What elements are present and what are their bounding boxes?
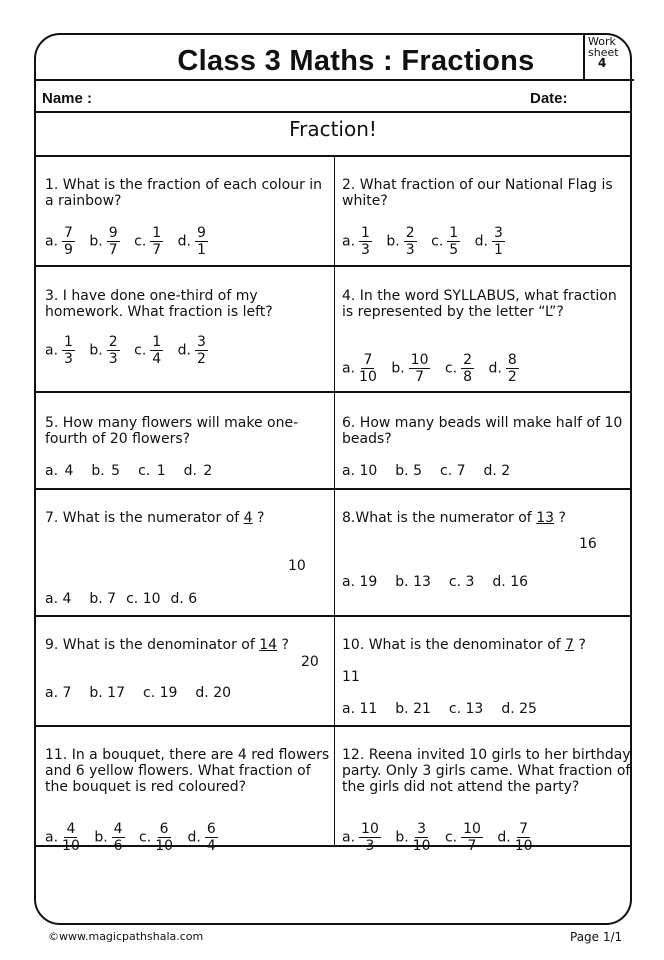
option-label: a. xyxy=(342,829,356,846)
option: c. 10 xyxy=(126,591,161,607)
option: b. 5 xyxy=(395,463,422,479)
question-11 xyxy=(45,747,335,854)
option: c. 1 xyxy=(138,463,166,479)
option-label: d. xyxy=(177,342,191,359)
options xyxy=(342,574,538,590)
question-text: 1. What is the fraction of each colour in a rainbow? xyxy=(45,177,323,209)
fraction: $\frac{1}{5}$ xyxy=(449,225,459,258)
option: b. 5 xyxy=(91,463,121,479)
option-label: d. xyxy=(497,829,511,846)
option: a. 4 xyxy=(45,591,72,607)
option: a. 11 xyxy=(342,701,378,717)
option-label: c. xyxy=(134,342,147,359)
worksheet xyxy=(34,33,632,925)
question-6 xyxy=(342,415,632,485)
denominator: 11 xyxy=(342,669,360,685)
fraction: $\frac{2}{8}$ xyxy=(463,352,473,385)
option: c. 7 xyxy=(440,463,466,479)
option-label: d. xyxy=(177,233,191,250)
fraction: $\frac{4}{10}$ xyxy=(62,821,80,854)
question-text: 2. What fraction of our National Flag is white? xyxy=(342,177,613,209)
fraction: $\frac{9}{7}$ xyxy=(108,225,118,258)
option-label: c. xyxy=(139,829,152,846)
fraction: $\frac{10}{7}$ xyxy=(410,352,429,385)
question-1 xyxy=(45,177,335,267)
option-label: b. xyxy=(89,233,103,250)
option: b. 13 xyxy=(395,574,431,590)
footer-site: ©www.magicpathshala.com xyxy=(48,930,204,943)
option-label: b. xyxy=(386,233,400,250)
divider xyxy=(36,488,630,490)
date-field-label: Date: xyxy=(530,90,568,107)
option-label: c. xyxy=(444,360,458,377)
options xyxy=(45,685,241,701)
divider xyxy=(36,155,630,157)
option-label: a. xyxy=(45,829,59,846)
option: a. 4 xyxy=(45,463,74,479)
page-title: Class 3 Maths : Fractions xyxy=(177,45,535,77)
option-label: d. xyxy=(474,233,488,250)
option: d. 16 xyxy=(492,574,529,590)
fraction: $\frac{2}{3}$ xyxy=(405,225,415,258)
fraction: $\frac{1}{3}$ xyxy=(361,225,370,258)
question-5 xyxy=(45,415,335,485)
question-7 xyxy=(45,510,335,610)
options xyxy=(45,821,228,854)
option-label: a. xyxy=(45,342,59,359)
option-label: b. xyxy=(395,829,409,846)
divider xyxy=(36,615,630,617)
option-label: d. xyxy=(488,360,502,377)
denominator: 20 xyxy=(301,654,319,670)
options xyxy=(342,225,515,258)
question-text: 10. What is the denominator of 7 ? xyxy=(342,637,586,653)
fraction: $\frac{1}{3}$ xyxy=(64,334,73,367)
question-8 xyxy=(342,510,632,610)
option: a. 7 xyxy=(45,685,72,701)
option-label: b. xyxy=(94,829,108,846)
fraction: $\frac{6}{4}$ xyxy=(206,821,216,854)
question-2 xyxy=(342,177,632,267)
fraction: $\frac{1}{7}$ xyxy=(152,225,162,258)
footer-page: Page 1/1 xyxy=(570,930,623,944)
option: b. 7 xyxy=(89,591,117,607)
options xyxy=(45,463,222,479)
option: d. 2 xyxy=(183,463,213,479)
option: a. 10 xyxy=(342,463,378,479)
options xyxy=(342,352,529,385)
option-label: b. xyxy=(89,342,103,359)
denominator: 16 xyxy=(579,536,597,552)
fraction: $\frac{10}{3}$ xyxy=(361,821,379,854)
option: d. 25 xyxy=(501,701,537,717)
option-label: c. xyxy=(444,829,458,846)
question-text: 9. What is the denominator of 14 ? xyxy=(45,637,289,653)
option-label: b. xyxy=(391,360,405,377)
option: c. 19 xyxy=(143,685,178,701)
question-4 xyxy=(342,288,632,388)
fraction: $\frac{1}{4}$ xyxy=(152,334,162,367)
fraction: $\frac{4}{6}$ xyxy=(113,821,123,854)
question-text: 8.What is the numerator of 13 ? xyxy=(342,510,566,526)
fraction: $\frac{2}{3}$ xyxy=(108,334,118,367)
options xyxy=(342,701,547,717)
question-9 xyxy=(45,637,335,723)
question-12 xyxy=(342,747,632,854)
options xyxy=(45,591,207,607)
option-label: a. xyxy=(342,233,356,250)
divider xyxy=(36,111,630,113)
option: b. 17 xyxy=(89,685,125,701)
fraction: $\frac{3}{2}$ xyxy=(197,334,206,367)
question-text: 3. I have done one-third of my homework. What fraction is left? xyxy=(45,288,273,320)
option-label: d. xyxy=(187,829,201,846)
option: a. 19 xyxy=(342,574,378,590)
option-label: c. xyxy=(134,233,147,250)
option: d. 20 xyxy=(195,685,232,701)
fraction: $\frac{6}{10}$ xyxy=(155,821,174,854)
question-text: 11. In a bouquet, there are 4 red flowers and 6 yellow flowers. What fraction of the bouquet is red coloured? xyxy=(45,747,330,795)
fraction: $\frac{3}{1}$ xyxy=(494,225,503,258)
section-title: Fraction! xyxy=(289,117,377,141)
option: d. 6 xyxy=(170,591,198,607)
worksheet-number-box xyxy=(583,33,634,81)
option: c. 3 xyxy=(448,574,475,590)
question-text: 5. How many flowers will make one-fourth of 20 flowers? xyxy=(45,415,299,447)
option-label: a. xyxy=(45,233,59,250)
fraction: $\frac{7}{9}$ xyxy=(64,225,73,258)
question-text: 12. Reena invited 10 girls to her birthday party. Only 3 girls came. What fraction of the girls did not attend the party? xyxy=(342,747,631,795)
divider xyxy=(36,79,630,81)
fraction: $\frac{9}{1}$ xyxy=(197,225,206,258)
question-3 xyxy=(45,288,335,388)
option: c. 13 xyxy=(448,701,484,717)
option-label: c. xyxy=(431,233,444,250)
options xyxy=(45,225,218,258)
options xyxy=(45,334,218,367)
worksheet-number: 4 xyxy=(598,56,607,70)
question-text: 4. In the word SYLLABUS, what fraction is represented by the letter “L”? xyxy=(342,288,617,320)
worksheet-label: Work sheet xyxy=(588,35,619,59)
option-label: a. xyxy=(342,360,356,377)
divider xyxy=(36,725,630,727)
fraction: $\frac{7}{10}$ xyxy=(514,821,533,854)
divider xyxy=(36,391,630,393)
question-text: 7. What is the numerator of 4 ? xyxy=(45,510,265,526)
name-field-label: Name : xyxy=(42,90,93,107)
option: d. 2 xyxy=(483,463,511,479)
fraction: $\frac{7}{10}$ xyxy=(359,352,377,385)
question-10 xyxy=(342,637,632,723)
fraction: $\frac{10}{7}$ xyxy=(463,821,481,854)
fraction: $\frac{8}{2}$ xyxy=(507,352,517,385)
denominator: 10 xyxy=(288,558,306,574)
options xyxy=(342,821,543,854)
fraction: $\frac{3}{10}$ xyxy=(412,821,431,854)
question-text: 6. How many beads will make half of 10 beads? xyxy=(342,415,623,447)
option: b. 21 xyxy=(395,701,431,717)
options xyxy=(342,463,520,479)
